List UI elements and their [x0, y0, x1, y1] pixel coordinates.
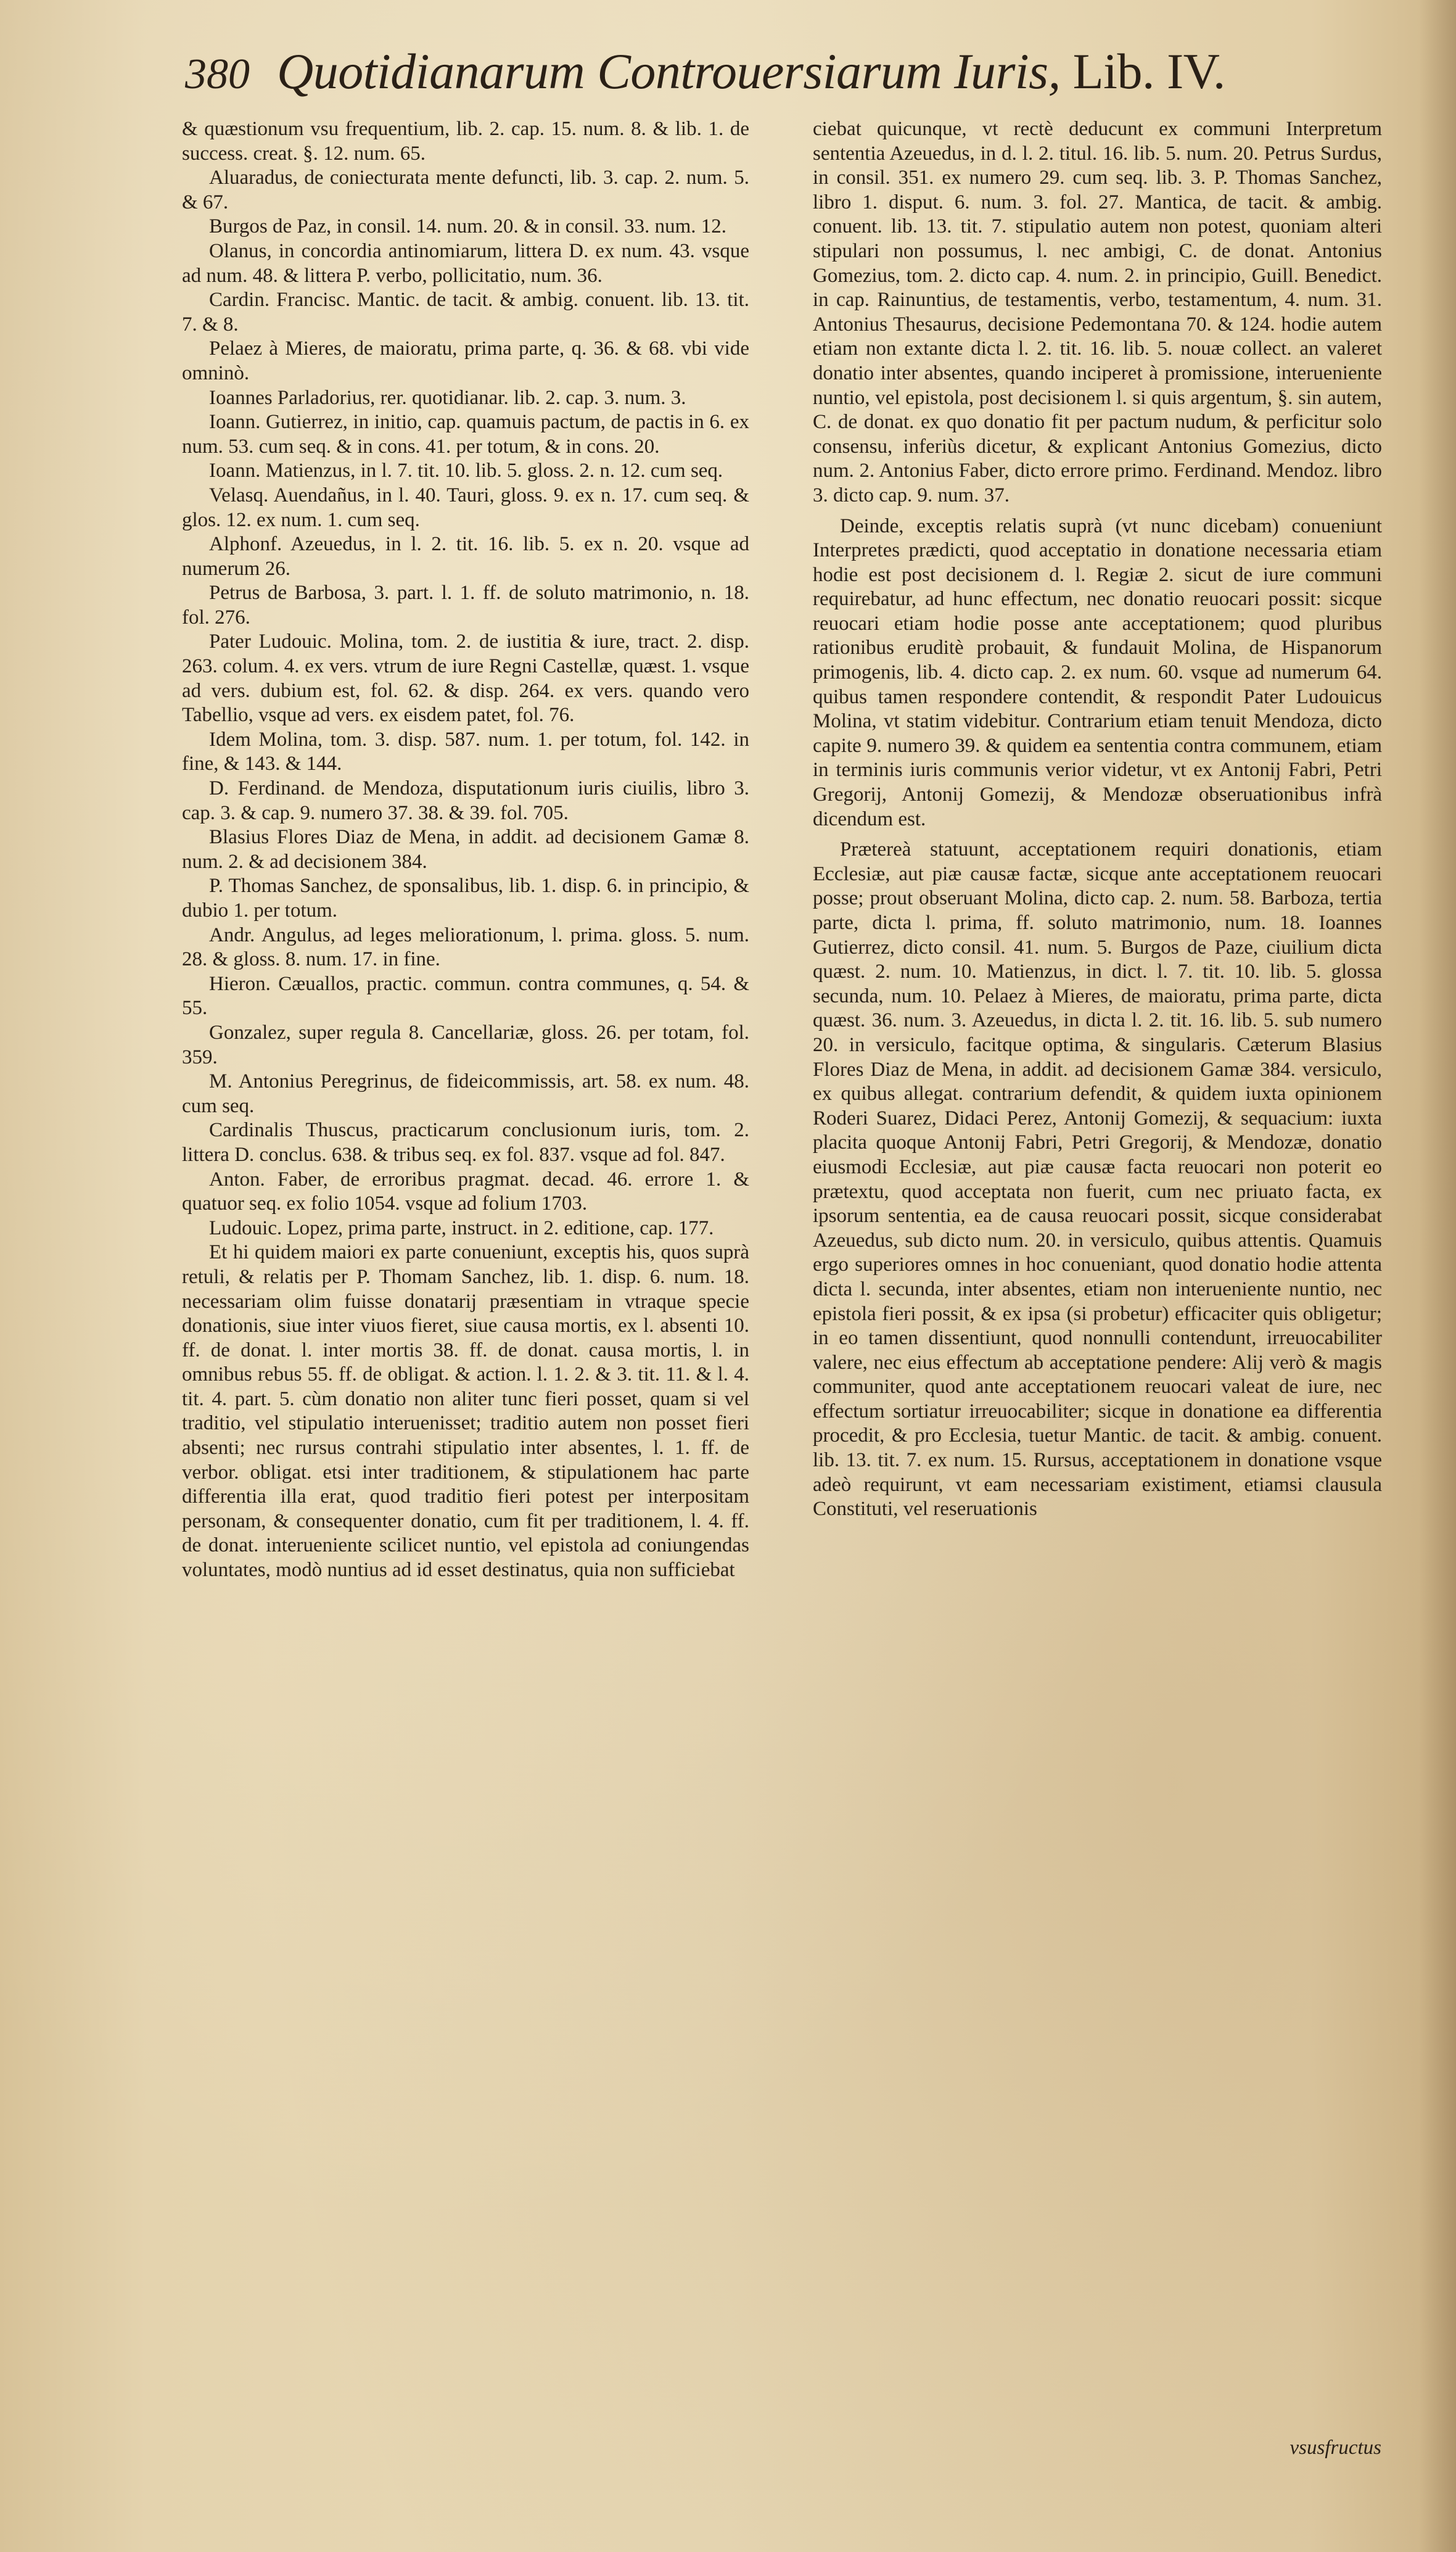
paragraph: Burgos de Paz, in consil. 14. num. 20. & in consil. 33. num. 12.: [209, 215, 727, 238]
paragraph: D. Ferdinand. de Mendoza, disputationum iuris ciuilis, libro 3. cap. 3. & cap. 9. numero 37. 38. & 39. fol. 705.: [182, 777, 749, 824]
page-number: 380: [185, 51, 250, 98]
right-column: [813, 117, 1382, 2437]
left-column: [182, 117, 749, 2511]
paragraph: & quæstionum vsu frequentium, lib. 2. cap. 15. num. 8. & lib. 1. de success. creat. §. 12. num. 65.: [182, 118, 749, 165]
paragraph: Et hi quidem maiori ex parte conueniunt, exceptis his, quos suprà retuli, & relatis per P. Thomam Sanchez, lib. 1. disp. 6. num. 18. necessariam olim fuisse donatarij præsentiam in vtraque specie donationis, siue inter viuos fieret, siue causa mortis, ex l. absenti 10. ff. de donat. l. inter mortis 38. ff. de donat. causa mortis, l. in omnibus rebus 55. ff. de obligat. & action. l. 1. 2. & 3. tit. 11. & l. 4. tit. 4. part. 5. cùm donatio non aliter tunc fieri posset, quam si vel traditio, vel stipulatio interuenisset; traditio autem non posset fieri absenti; nec rursus contrahi stipulatio inter absentes, l. 1. ff. de verbor. obligat. etsi inter traditionem, & stipulationem hac parte differentia illa erat, quod traditio fieri potest per interpositam personam, & consequenter donatio, cum fit per traditionem, l. 4. ff. de donat. interueniente scilicet nuntio, vel epistola ad coniungendas voluntates, modò nuntius ad id esset destinatus, quia non sufficiebat: [182, 1241, 749, 1582]
paragraph: Pater Ludouic. Molina, tom. 2. de iustitia & iure, tract. 2. disp. 263. colum. 4. ex vers. vtrum de iure Regni Castellæ, quæst. 1. vsque ad vers. dubium est, fol. 62. & disp. 264. ex vers. quando vero Tabellio, vsque ad vers. ex eisdem patet, fol. 76.: [182, 630, 749, 727]
paragraph: Aluaradus, de coniecturata mente defuncti, lib. 3. cap. 2. num. 5. & 67.: [182, 167, 749, 213]
paragraph: Hieron. Cæuallos, practic. commun. contra communes, q. 54. & 55.: [182, 972, 749, 1020]
book-number: Lib. IV.: [1072, 43, 1225, 99]
spine-shadow: [1419, 0, 1456, 2552]
running-title-text: Quotidianarum Controuersiarum Iuris,: [277, 43, 1061, 99]
paragraph: Anton. Faber, de erroribus pragmat. decad. 46. errore 1. & quatuor seq. ex folio 1054. vsque ad folium 1703.: [182, 1168, 749, 1215]
paragraph: Olanus, in concordia antinomiarum, littera D. ex num. 43. vsque ad num. 48. & littera P. verbo, pollicitatio, num. 36.: [182, 239, 749, 287]
paragraph: Petrus de Barbosa, 3. part. l. 1. ff. de soluto matrimonio, n. 18. fol. 276.: [182, 582, 749, 629]
paragraph: Alphonf. Azeuedus, in l. 2. tit. 16. lib. 5. ex n. 20. vsque ad numerum 26.: [182, 533, 749, 580]
paragraph: Cardinalis Thuscus, practicarum conclusionum iuris, tom. 2. littera D. conclus. 638. & tribus seq. ex fol. 837. vsque ad fol. 847.: [182, 1119, 749, 1166]
paragraph: Gonzalez, super regula 8. Cancellariæ, gloss. 26. per totam, fol. 359.: [182, 1021, 749, 1068]
paragraph: Idem Molina, tom. 3. disp. 587. num. 1. per totum, fol. 142. in fine, & 143. & 144.: [182, 728, 749, 775]
paragraph: Blasius Flores Diaz de Mena, in addit. ad decisionem Gamæ 8. num. 2. & ad decisionem 384.: [182, 826, 749, 873]
paragraph: Deinde, exceptis relatis suprà (vt nunc dicebam) conueniunt Interpretes prædicti, quod acceptatio in donatione necessaria etiam hodie est post decisionem d. l. Regiæ 2. sicut de iure communi requirebatur, ad hunc effectum, nec donatio reuocari possit: sicque reuocari etiam hodie posse ante acceptationem; quod pluribus rationibus eruditè probauit, & fundauit Molina, de Hispanorum primogenis, lib. 4. dicto cap. 2. ex num. 60. vsque ad numerum 64. quibus tamen respondere contendit, & respondit Pater Ludouicus Molina, vt statim videbitur. Contrarium etiam tenuit Mendoza, dicto capite 9. numero 39. & quidem ea sententia contra communem, etiam in terminis iuris communis verior videtur, vt ex Antonij Fabri, Petri Gregorij, Antonij Gomezij, & Mendozæ obseruationibus infrà dicendum est.: [813, 514, 1382, 830]
paragraph: Ioann. Gutierrez, in initio, cap. quamuis pactum, de pactis in 6. ex num. 53. cum seq. & in cons. 41. per totum, & in cons. 20.: [182, 411, 749, 458]
paragraph: Ioannes Parladorius, rer. quotidianar. lib. 2. cap. 3. num. 3.: [209, 386, 686, 409]
paragraph: Cardin. Francisc. Mantic. de tacit. & ambig. conuent. lib. 13. tit. 7. & 8.: [182, 289, 749, 336]
paragraph: ciebat quicunque, vt rectè deducunt ex communi Interpretum sententia Azeuedus, in d. l. 2. titul. 16. lib. 5. num. 20. Petrus Surdus, in consil. 351. ex numero 29. cum seq. lib. 3. P. Thomas Sanchez, libro 1. disput. 6. num. 3. fol. 27. Mantica, de tacit. & ambig. conuent. lib. 13. tit. 7. stipulatio autem non potest, quoniam alteri stipulari non possumus, l. nec ambigi, C. de donat. Antonius Gomezius, tom. 2. dicto cap. 4. num. 2. in principio, Guill. Benedict. in cap. Rainuntius, de testamentis, verbo, testamentum, 4. num. 31. Antonius Thesaurus, decisione Pedemontana 70. & 124. hodie autem etiam non extante dicta l. 2. tit. 16. lib. 5. nouæ collect. an valeret donatio inter absentes, quando inciperet à promissione, interueniente nuntio, vel epistola, post decisionem l. si quis argentum, §. sin autem, C. de donat. ex quo donatio fit per pactum nudum, & perficitur solo consensu, inferiùs dicetur, & explicant Antonius Gomezius, dicto num. 2. Antonius Faber, dicto errore primo. Ferdinand. Mendoz. libro 3. dicto cap. 9. num. 37.: [813, 118, 1382, 506]
paragraph: P. Thomas Sanchez, de sponsalibus, lib. 1. disp. 6. in principio, & dubio 1. per totum.: [182, 875, 749, 922]
paragraph: M. Antonius Peregrinus, de fideicommissis, art. 58. ex num. 48. cum seq.: [182, 1070, 749, 1117]
paragraph: Velasq. Auendañus, in l. 40. Tauri, gloss. 9. ex n. 17. cum seq. & glos. 12. ex num. 1. cum seq.: [182, 484, 749, 531]
running-title: [277, 43, 1225, 99]
catchword: vsusfructus: [1289, 2437, 1381, 2459]
paragraph: Ioann. Matienzus, in l. 7. tit. 10. lib. 5. gloss. 2. n. 12. cum seq.: [209, 460, 723, 482]
paragraph: Andr. Angulus, ad leges meliorationum, l. prima. gloss. 5. num. 28. & gloss. 8. num. 17. in fine.: [182, 923, 749, 971]
paragraph: Ludouic. Lopez, prima parte, instruct. in 2. editione, cap. 177.: [209, 1216, 714, 1239]
page-header: [185, 43, 1406, 114]
paragraph: Pelaez à Mieres, de maioratu, prima parte, q. 36. & 68. vbi vide omninò.: [182, 337, 749, 384]
paragraph: Prætereà statuunt, acceptationem requiri donationis, etiam Ecclesiæ, aut piæ causæ factæ, sicque ante acceptationem reuocari posse; prout obseruant Molina, dicto cap. 2. num. 58. Barboza, tertia parte, dicta l. prima, ff. soluto matrimonio, num. 18. Ioannes Gutierrez, dicto consil. 41. num. 5. Burgos de Paze, ciuilium dicta quæst. 2. num. 10. Matienzus, in dict. l. 7. tit. 10. lib. 5. glossa secunda, num. 10. Pelaez à Mieres, de maioratu, prima parte, dicta quæst. 36. num. 3. Azeuedus, in dicta l. 2. tit. 16. lib. 5. sub numero 20. in versiculo, facitque optima, & singularis. Cæterum Blasius Flores Diaz de Mena, in addit. ad decisionem Gamæ 384. versiculo, ex quibus allegat. contrarium defendit, & quidem iuxta opinionem Roderi Suarez, Didaci Perez, Antonij Gomezij, & sequacium: iuxta placita quoque Antonij Fabri, Petri Gregorij, & Mendozæ, donatio eiusmodi Ecclesiæ, aut piæ causæ facta reuocari non poterit eo prætextu, quod acceptata non fuerit, cum nec priuato facta, ex ipsorum sententia, ea de causa reuocari possit, sicque considerabat Azeuedus, sub dicto num. 20. in versiculo, quibus attentis. Quamuis ergo superiores omnes in hoc conueniant, quod donatio hodie attenta dicta l. secunda, inter absentes, etiam non interueniente nuntio, nec epistola fieri possit, & ex ipsa (si probetur) efficaciter quis obligetur; in eo tamen dissentiunt, quod nonnulli contendunt, irreuocabiliter valere, nec eius effectum ab acceptatione pendere: Alij verò & magis communiter, quod ante acceptationem reuocari valeat de iure, nec effectum sortiatur irreuocabiliter; sicque in donatione ea differentia procedit, & pro Ecclesia, tuetur Mantic. de tacit. & ambig. conuent. lib. 13. tit. 7. ex num. 15. Rursus, acceptationem in donatione vsque adeò requirunt, vt eam necessariam existiment, etiamsi clausula Constituti, vel reseruationis: [813, 838, 1382, 1521]
